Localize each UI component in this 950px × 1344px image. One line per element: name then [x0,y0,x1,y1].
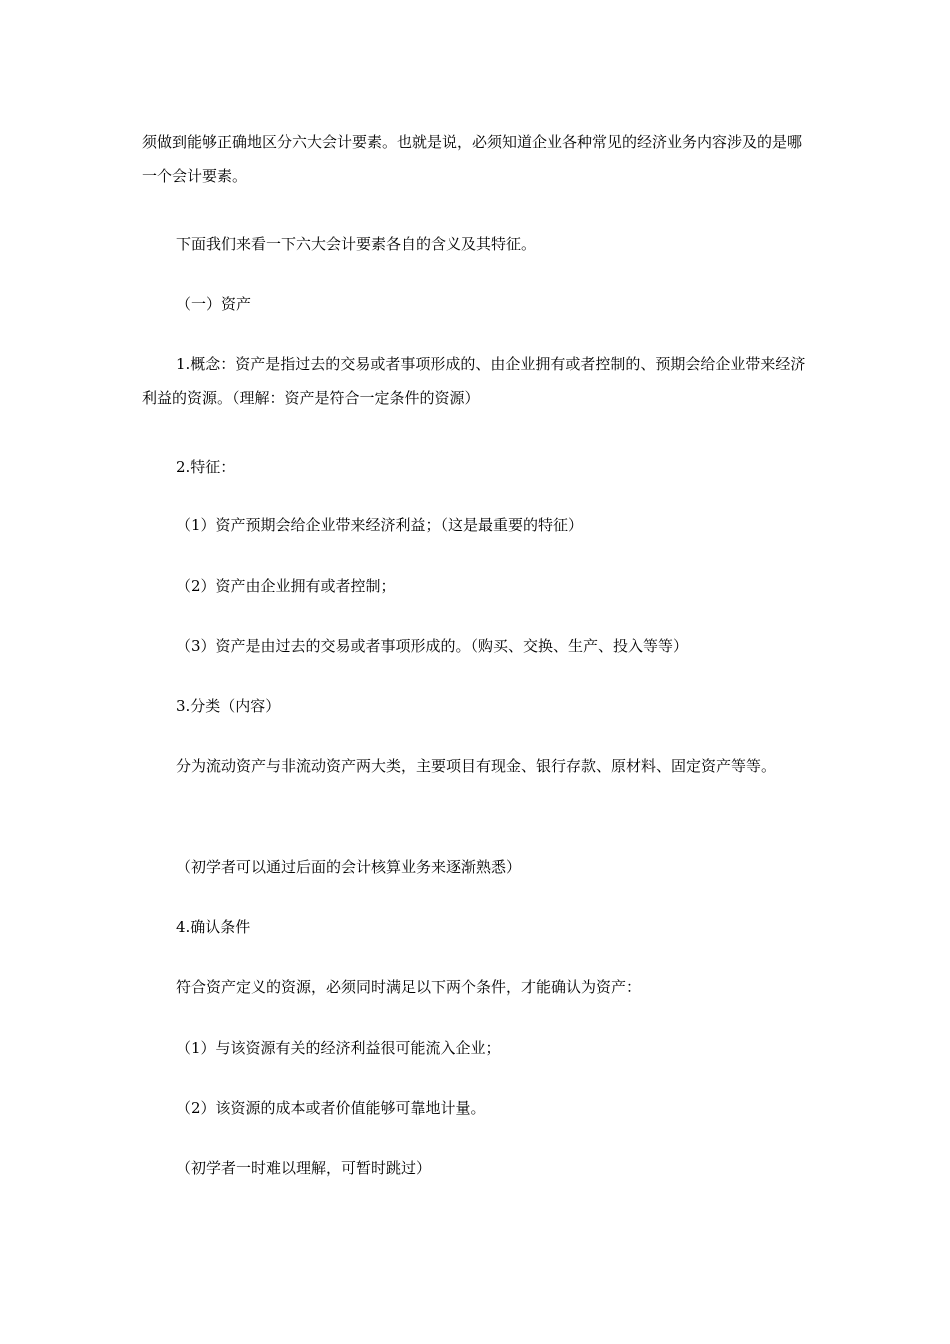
heading-features: 2.特征： [176,458,236,476]
list-item-feature-1: （1）资产预期会给企业带来经济利益；（这是最重要的特征） [176,516,584,534]
list-item-condition-2: （2）该资源的成本或者价值能够可靠地计量。 [176,1099,486,1117]
note-beginners-2: （初学者一时难以理解，可暂时跳过） [176,1159,432,1177]
paragraph-classification: 分为流动资产与非流动资产两大类，主要项目有现金、银行存款、原材料、固定资产等等。 [176,757,777,775]
paragraph-intro: 须做到能够正确地区分六大会计要素。也就是说，必须知道企业各种常见的经济业务内容涉及的是哪一个会计要素。 [142,133,803,185]
list-item-condition-1: （1）与该资源有关的经济利益很可能流入企业； [176,1039,501,1057]
list-item-feature-2: （2）资产由企业拥有或者控制； [176,577,396,595]
section-heading-assets: （一）资产 [176,295,252,313]
paragraph-concept: 1.概念：资产是指过去的交易或者事项形成的、由企业拥有或者控制的、预期会给企业带来经济利益的资源。（理解：资产是符合一定条件的资源） [142,355,806,407]
heading-recognition: 4.确认条件 [176,918,251,936]
paragraph-recognition: 符合资产定义的资源，必须同时满足以下两个条件，才能确认为资产： [176,978,642,996]
paragraph-overview: 下面我们来看一下六大会计要素各自的含义及其特征。 [176,235,537,253]
heading-classification: 3.分类（内容） [176,697,281,715]
list-item-feature-3: （3）资产是由过去的交易或者事项形成的。（购买、交换、生产、投入等等） [176,637,689,655]
note-beginners-1: （初学者可以通过后面的会计核算业务来逐渐熟悉） [176,858,522,876]
